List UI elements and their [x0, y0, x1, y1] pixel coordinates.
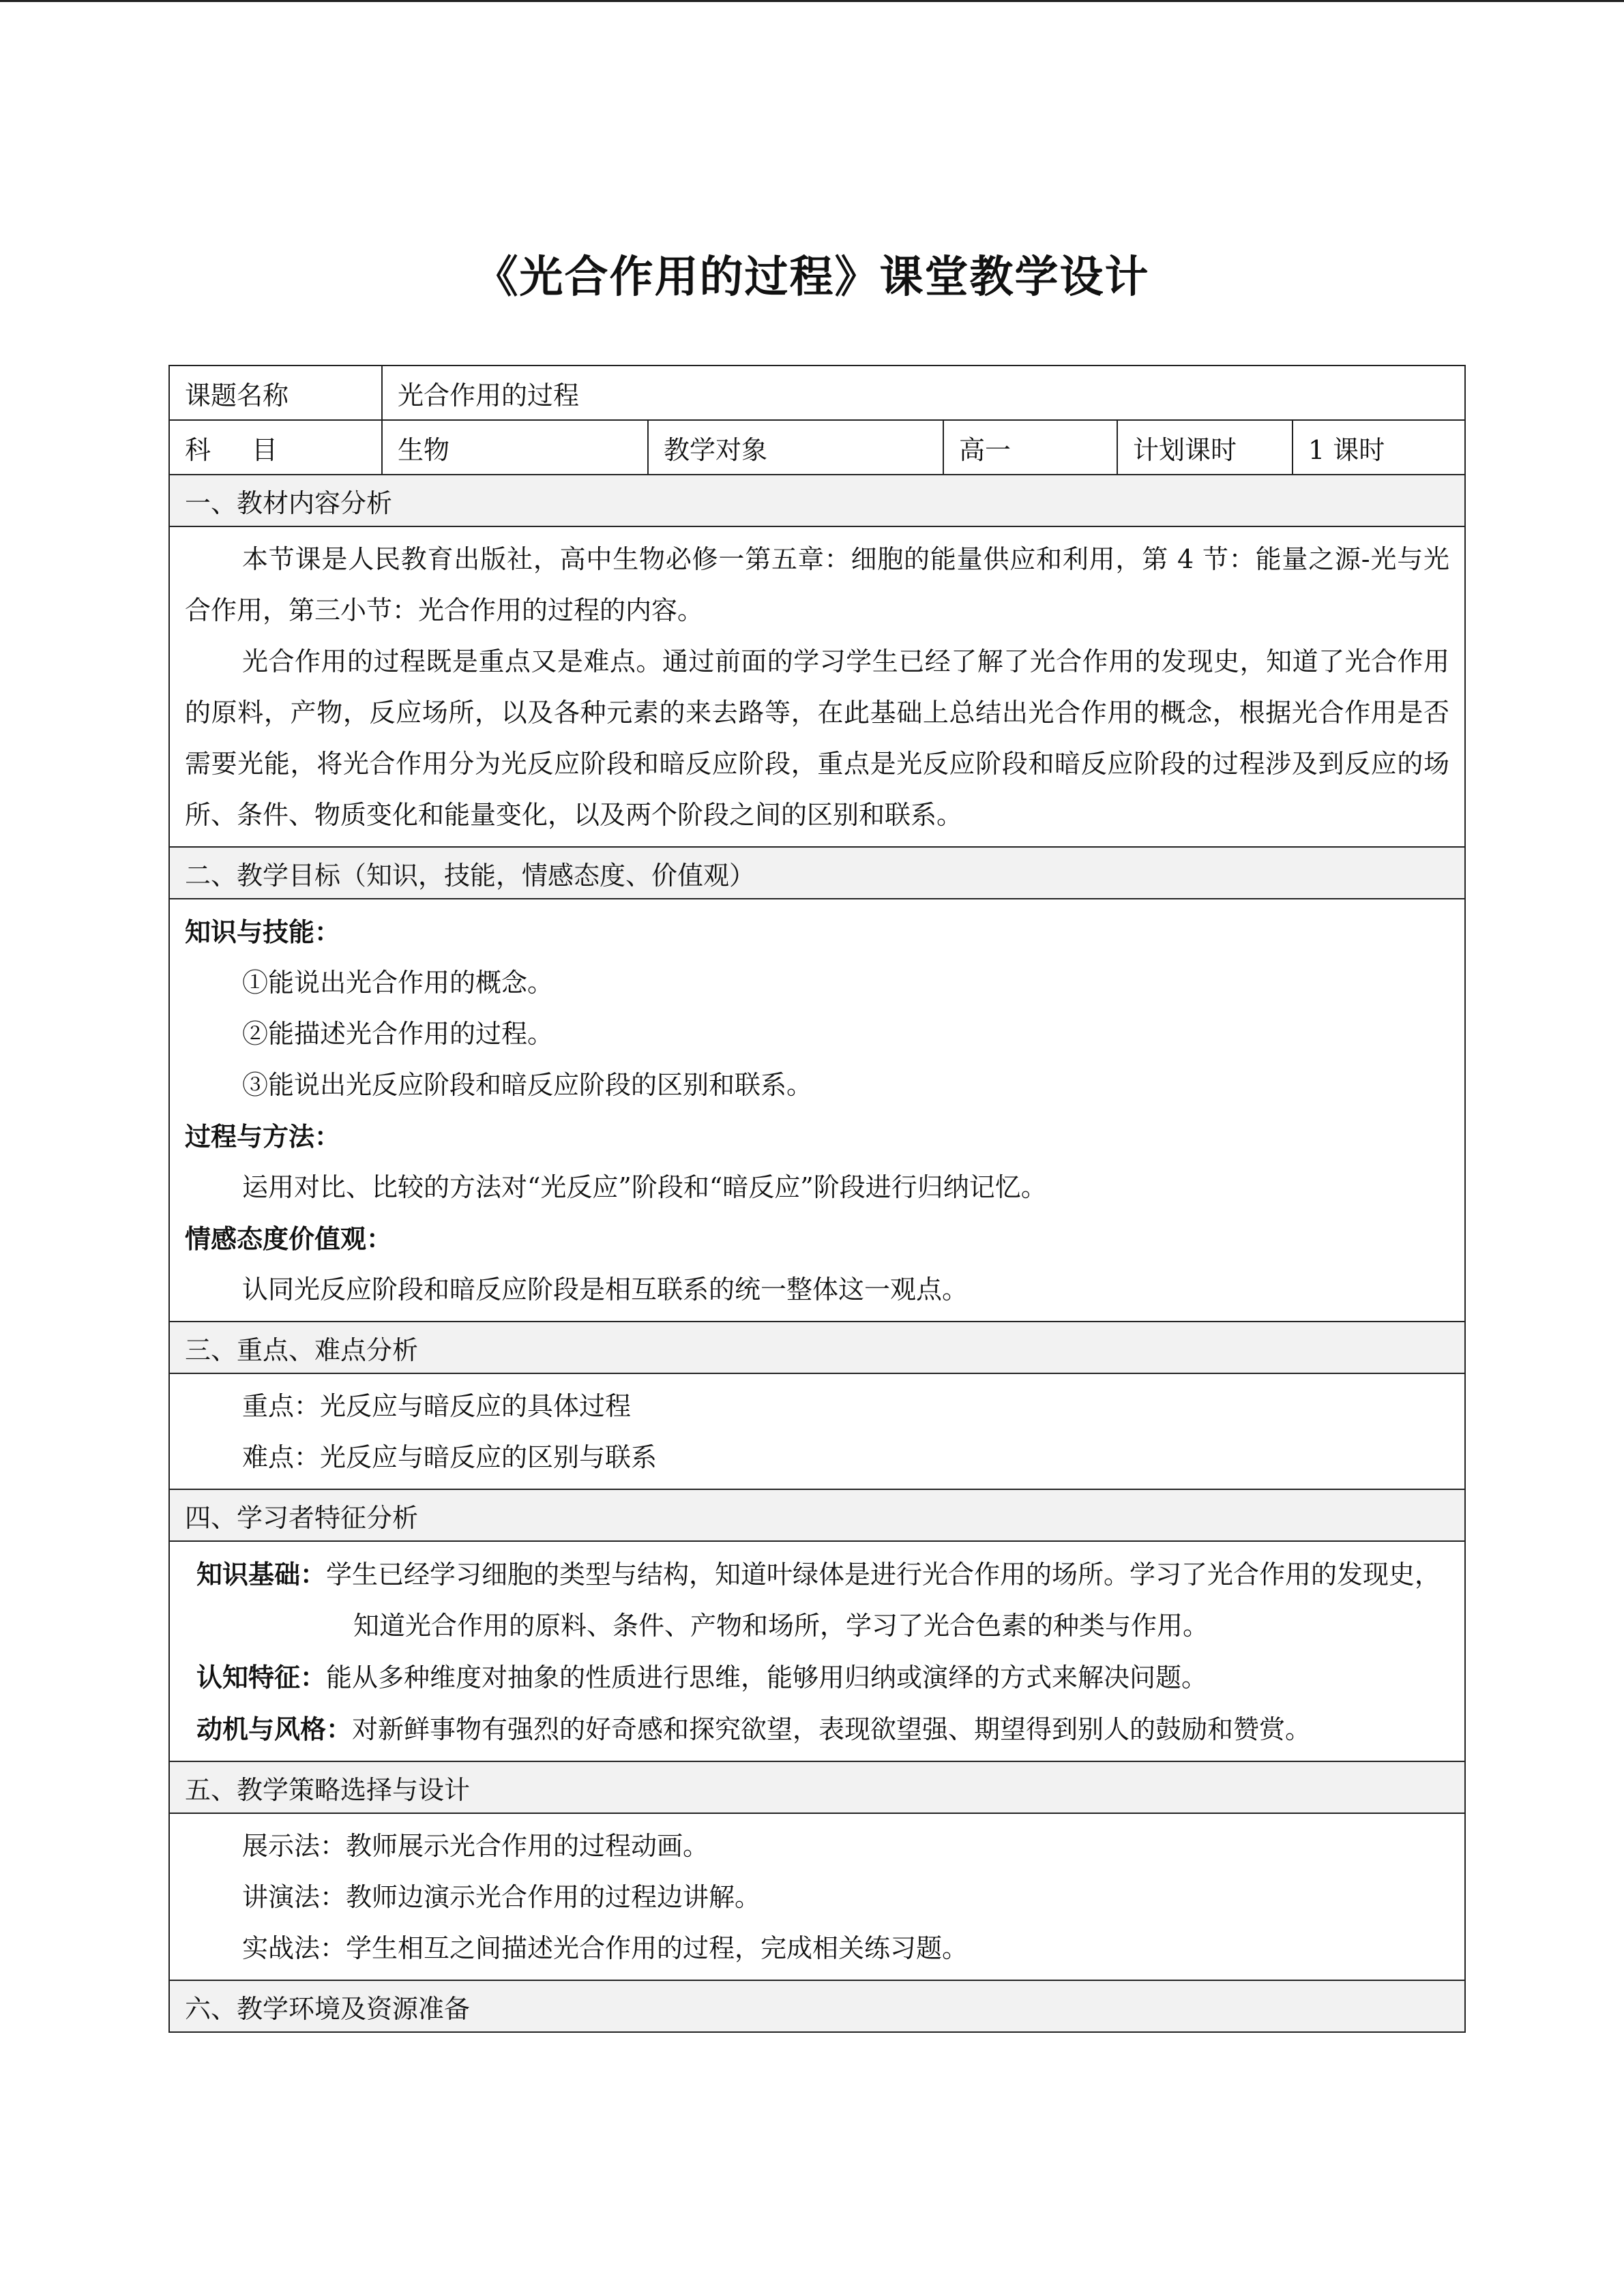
section-5-body [169, 1813, 1465, 1980]
objective-item: 运用对比、比较的方法对“光反应”阶段和“暗反应”阶段进行归纳记忆。 [242, 1172, 1047, 1202]
audience-value: 高一 [943, 420, 1117, 475]
section-3-header [169, 1322, 1465, 1373]
section-2-body [169, 899, 1465, 1322]
topic-row [169, 366, 1465, 420]
strategy-item: 展示法：教师展示光合作用的过程动画。 [242, 1831, 709, 1861]
attitude-values-label: 情感态度价值观： [185, 1223, 393, 1254]
subject-label: 科目 [169, 420, 382, 475]
section-4-header [169, 1489, 1465, 1541]
trait-label: 认知特征： [196, 1662, 327, 1693]
section-5-header [169, 1761, 1465, 1813]
trait-text: 对新鲜事物有强烈的好奇感和探究欲望，表现欲望强、期望得到别人的鼓励和赞赏。 [352, 1714, 1312, 1744]
section-6-header [169, 1980, 1465, 2032]
section-3-body [169, 1373, 1465, 1489]
difficult-point: 难点：光反应与暗反应的区别与联系 [242, 1442, 658, 1472]
section-2-header [169, 847, 1465, 899]
knowledge-skills-label: 知识与技能： [185, 916, 341, 947]
s1-paragraph-1: 本节课是人民教育出版社，高中生物必修一第五章：细胞的能量供应和利用，第 4 节：能量之源-光与光合作用，第三小节：光合作用的过程的内容。 [185, 544, 1450, 625]
subject-value: 生物 [382, 420, 648, 475]
topic-label: 课题名称 [169, 366, 382, 420]
section-5-title: 五、教学策略选择与设计 [169, 1761, 1465, 1813]
topic-value: 光合作用的过程 [382, 366, 1465, 420]
learner-trait [185, 1703, 1449, 1755]
section-4-body [169, 1541, 1465, 1761]
hours-label: 计划课时 [1117, 420, 1293, 475]
process-method-label: 过程与方法： [185, 1121, 341, 1152]
s1-paragraph-2: 光合作用的过程既是重点又是难点。通过前面的学习学生已经了解了光合作用的发现史，知道了光合作用的原料，产物，反应场所，以及各种元素的来去路等，在此基础上总结出光合作用的概念，根据光合作用是否需要光能，将光合作用分为光反应阶段和暗反应阶段，重点是光反应阶段和暗反应阶段的过程涉及到反应的场所、条件、物质变化和能量变化，以及两个阶段之间的区别和联系。 [185, 646, 1450, 830]
objective-item: ②能描述光合作用的过程。 [242, 1019, 554, 1049]
trait-label: 知识基础： [196, 1559, 327, 1590]
document-title: 《光合作用的过程》课堂教学设计 [474, 252, 1150, 303]
learner-trait [185, 1652, 1449, 1703]
section-3-title: 三、重点、难点分析 [169, 1322, 1465, 1373]
subject-row [169, 420, 1465, 475]
section-1-body [169, 526, 1465, 847]
objective-item: ①能说出光合作用的概念。 [242, 968, 554, 998]
top-border [0, 0, 1624, 2]
audience-label: 教学对象 [648, 420, 943, 475]
section-4-title: 四、学习者特征分析 [169, 1489, 1465, 1541]
key-point: 重点：光反应与暗反应的具体过程 [242, 1391, 632, 1421]
learner-trait [185, 1549, 1449, 1652]
section-6-title: 六、教学环境及资源准备 [169, 1980, 1465, 2032]
trait-text: 学生已经学习细胞的类型与结构，知道叶绿体是进行光合作用的场所。学习了光合作用的发现史，知道光合作用的原料、条件、产物和场所，学习了光合色素的种类与作用。 [326, 1560, 1441, 1641]
section-1-title: 一、教材内容分析 [169, 475, 1465, 526]
section-1-header [169, 475, 1465, 526]
lesson-plan-table [168, 365, 1466, 2033]
strategy-item: 讲演法：教师边演示光合作用的过程边讲解。 [242, 1882, 761, 1912]
objective-item: ③能说出光反应阶段和暗反应阶段的区别和联系。 [242, 1070, 813, 1100]
trait-label: 动机与风格： [196, 1714, 353, 1744]
objective-item: 认同光反应阶段和暗反应阶段是相互联系的统一整体这一观点。 [242, 1274, 969, 1304]
hours-value: 1 课时 [1293, 420, 1465, 475]
strategy-item: 实战法：学生相互之间描述光合作用的过程，完成相关练习题。 [242, 1933, 969, 1963]
trait-text: 能从多种维度对抽象的性质进行思维，能够用归纳或演绎的方式来解决问题。 [326, 1663, 1208, 1693]
section-2-title: 二、教学目标（知识，技能，情感态度、价值观） [169, 847, 1465, 899]
